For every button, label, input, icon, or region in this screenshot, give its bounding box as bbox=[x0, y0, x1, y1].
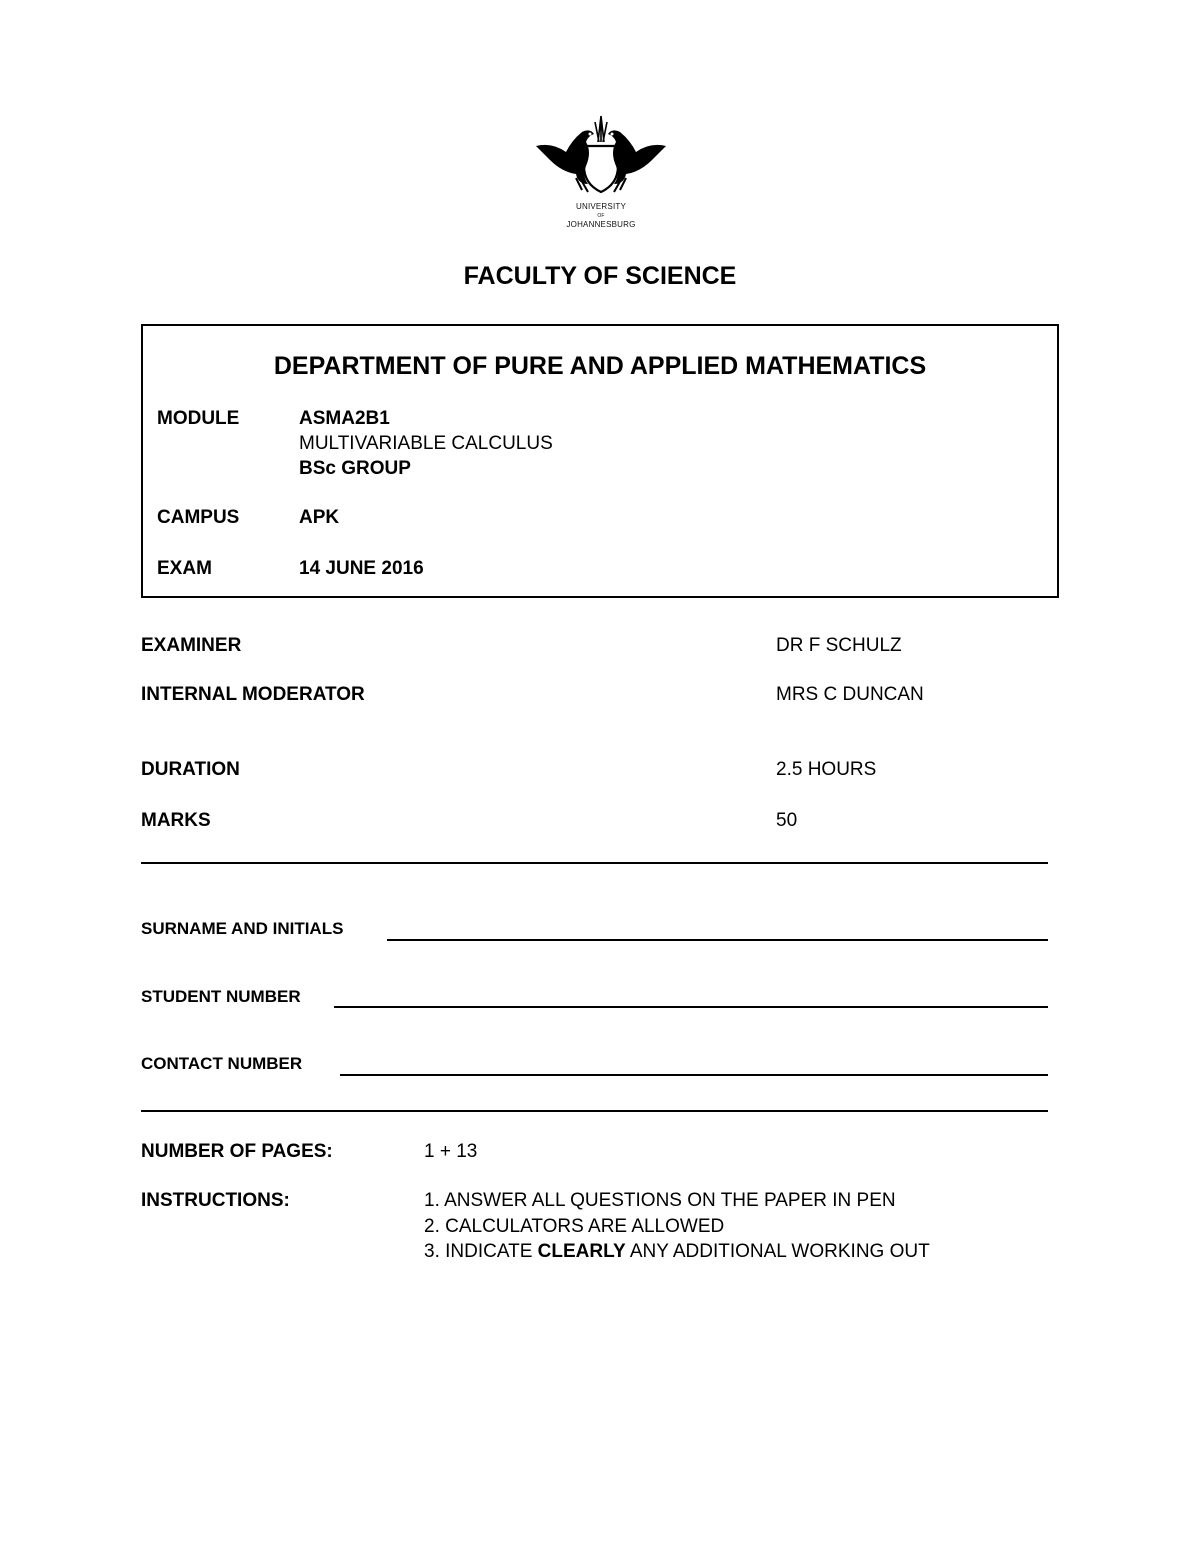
university-logo bbox=[532, 112, 670, 232]
department-box bbox=[141, 324, 1059, 598]
logo-university-text: UNIVERSITY bbox=[575, 202, 626, 211]
exam-label: EXAM bbox=[157, 558, 212, 579]
exam-date: 14 JUNE 2016 bbox=[299, 558, 424, 579]
marks-label: MARKS bbox=[141, 810, 211, 831]
contact-number-label: CONTACT NUMBER bbox=[141, 1054, 303, 1073]
divider-top bbox=[141, 862, 1048, 864]
logo-city-text: JOHANNESBURG bbox=[566, 220, 636, 229]
university-of-johannesburg-crest-icon bbox=[532, 112, 670, 202]
module-label: MODULE bbox=[157, 408, 240, 429]
student-number-input-line[interactable] bbox=[334, 1006, 1048, 1008]
instruction-1: 1. ANSWER ALL QUESTIONS ON THE PAPER IN PEN bbox=[424, 1190, 896, 1211]
divider-bottom bbox=[141, 1110, 1048, 1112]
campus-label: CAMPUS bbox=[157, 507, 240, 528]
logo-of-text: OF bbox=[597, 213, 605, 219]
examiner-value: DR F SCHULZ bbox=[776, 635, 902, 656]
instruction-3-emphasis: CLEARLY bbox=[537, 1241, 626, 1262]
pages-label: NUMBER OF PAGES: bbox=[141, 1141, 333, 1162]
surname-label: SURNAME AND INITIALS bbox=[141, 919, 344, 938]
duration-value: 2.5 HOURS bbox=[776, 759, 877, 780]
contact-number-input-line[interactable] bbox=[340, 1074, 1048, 1076]
duration-label: DURATION bbox=[141, 759, 240, 780]
department-title: DEPARTMENT OF PURE AND APPLIED MATHEMATICS bbox=[273, 352, 927, 380]
marks-value: 50 bbox=[776, 810, 798, 831]
student-number-label: STUDENT NUMBER bbox=[141, 987, 301, 1006]
surname-input-line[interactable] bbox=[387, 939, 1048, 941]
instruction-3-prefix: 3. INDICATE bbox=[424, 1241, 538, 1262]
campus-value: APK bbox=[299, 507, 340, 528]
module-group: BSc GROUP bbox=[299, 458, 411, 479]
instruction-3-suffix: ANY ADDITIONAL WORKING OUT bbox=[625, 1241, 930, 1262]
pages-value: 1 + 13 bbox=[424, 1141, 478, 1162]
instructions-label: INSTRUCTIONS: bbox=[141, 1190, 290, 1211]
module-name: MULTIVARIABLE CALCULUS bbox=[299, 433, 553, 454]
faculty-heading: FACULTY OF SCIENCE bbox=[463, 262, 737, 290]
module-code: ASMA2B1 bbox=[299, 408, 390, 429]
moderator-value: MRS C DUNCAN bbox=[776, 684, 924, 705]
examiner-label: EXAMINER bbox=[141, 635, 242, 656]
instruction-3 bbox=[424, 1241, 930, 1263]
instruction-2: 2. CALCULATORS ARE ALLOWED bbox=[424, 1216, 725, 1237]
moderator-label: INTERNAL MODERATOR bbox=[141, 684, 365, 705]
